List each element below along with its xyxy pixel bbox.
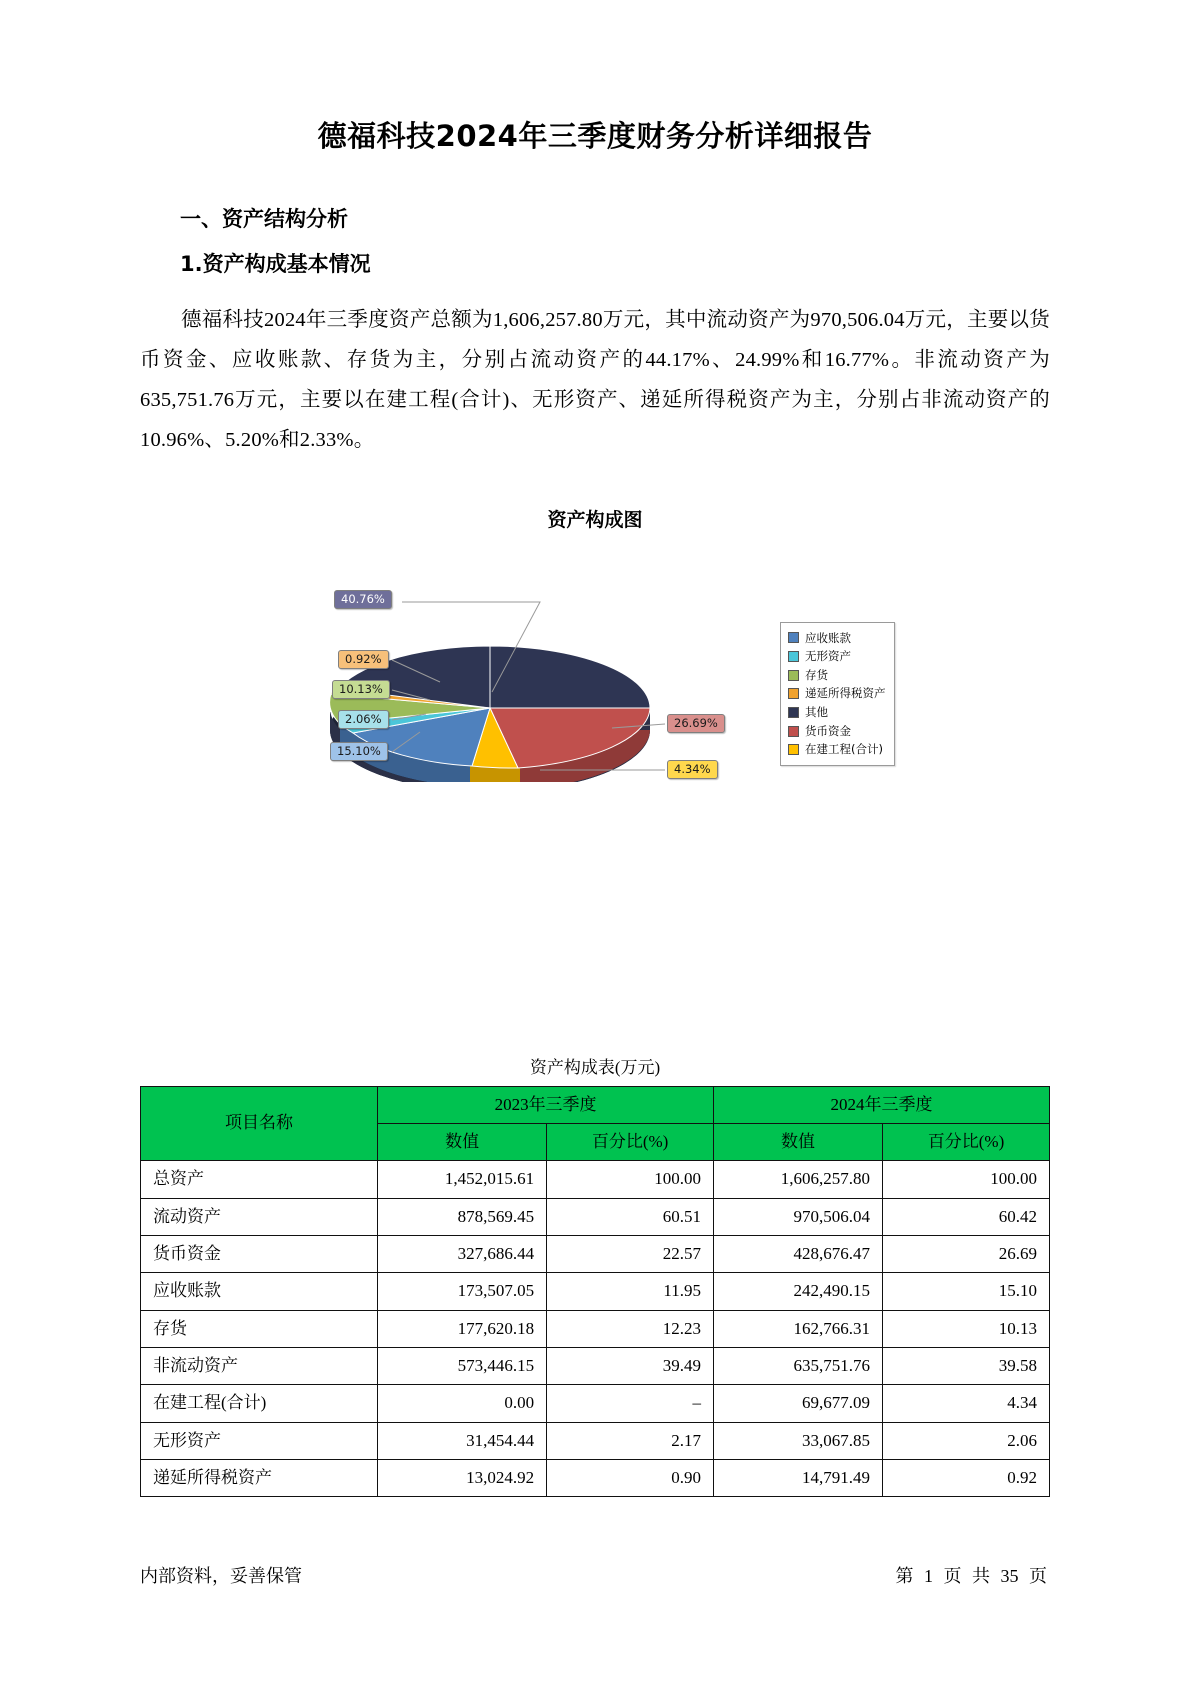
pie-label-accounts-receivable: 15.10%	[330, 742, 388, 762]
header-percent-2024: 百分比(%)	[883, 1123, 1050, 1160]
cell-percent-2024: 26.69	[883, 1235, 1050, 1272]
legend-item	[788, 722, 886, 741]
cell-percent-2023: –	[547, 1385, 714, 1422]
page-title: 德福科技2024年三季度财务分析详细报告	[317, 119, 873, 153]
footer-page-mid: 页	[943, 1566, 962, 1586]
cell-value-2024: 428,676.47	[714, 1235, 883, 1272]
legend-item	[788, 684, 886, 703]
table-header	[141, 1086, 1050, 1161]
cell-value-2024: 635,751.76	[714, 1347, 883, 1384]
legend-swatch-icon	[788, 726, 799, 737]
cell-item-name: 无形资产	[141, 1422, 378, 1459]
table-row	[141, 1235, 1050, 1272]
legend-swatch-icon	[788, 688, 799, 699]
cell-percent-2024: 15.10	[883, 1273, 1050, 1310]
legend-swatch-icon	[788, 707, 799, 718]
cell-item-name: 流动资产	[141, 1198, 378, 1235]
pie-label-other: 40.76%	[334, 590, 392, 610]
cell-value-2023: 177,620.18	[378, 1310, 547, 1347]
cell-percent-2024: 100.00	[883, 1161, 1050, 1198]
cell-percent-2023: 22.57	[547, 1235, 714, 1272]
cell-value-2024: 242,490.15	[714, 1273, 883, 1310]
legend-label: 无形资产	[805, 649, 851, 664]
header-period-2024: 2024年三季度	[714, 1086, 1050, 1123]
footer-page-prefix: 第	[895, 1566, 914, 1586]
cell-percent-2024: 0.92	[883, 1460, 1050, 1497]
asset-composition-chart	[140, 505, 1050, 835]
table-row	[141, 1198, 1050, 1235]
cell-value-2024: 1,606,257.80	[714, 1161, 883, 1198]
footer-note: 内部资料，妥善保管	[140, 1566, 302, 1586]
cell-value-2023: 573,446.15	[378, 1347, 547, 1384]
cell-percent-2023: 11.95	[547, 1273, 714, 1310]
analysis-paragraph: 德福科技2024年三季度资产总额为1,606,257.80万元，其中流动资产为970,506.04万元，主要以货币资金、应收账款、存货为主，分别占流动资产的44.17%、24.99%和16.77%。非流动资产为635,751.76万元，主要以在建工程(合计)、无形资产、递延所得税资产为主，分别占非流动资产的10.96%、5.20%和2.33%。	[140, 308, 1050, 451]
header-period-2023: 2023年三季度	[378, 1086, 714, 1123]
cell-percent-2023: 0.90	[547, 1460, 714, 1497]
legend-item	[788, 629, 886, 648]
pie-label-intangible-assets: 2.06%	[338, 710, 389, 730]
table-row	[141, 1347, 1050, 1384]
table-row	[141, 1273, 1050, 1310]
cell-value-2024: 970,506.04	[714, 1198, 883, 1235]
asset-composition-table	[140, 1086, 1050, 1498]
table-row	[141, 1310, 1050, 1347]
header-value-2023: 数值	[378, 1123, 547, 1160]
header-percent-2023: 百分比(%)	[547, 1123, 714, 1160]
cell-item-name: 货币资金	[141, 1235, 378, 1272]
cell-percent-2023: 100.00	[547, 1161, 714, 1198]
cell-value-2023: 173,507.05	[378, 1273, 547, 1310]
section-heading: 一、资产结构分析	[180, 206, 348, 231]
legend-item	[788, 647, 886, 666]
subsection-heading: 1.资产构成基本情况	[180, 252, 371, 277]
page-footer	[140, 1562, 1050, 1588]
cell-item-name: 总资产	[141, 1161, 378, 1198]
cell-percent-2024: 39.58	[883, 1347, 1050, 1384]
table-row	[141, 1385, 1050, 1422]
cell-value-2024: 69,677.09	[714, 1385, 883, 1422]
cell-percent-2023: 39.49	[547, 1347, 714, 1384]
cell-item-name: 递延所得税资产	[141, 1460, 378, 1497]
pie-label-construction-in-progress: 4.34%	[667, 760, 718, 780]
table-row	[141, 1460, 1050, 1497]
pie-label-inventory: 10.13%	[332, 680, 390, 700]
cell-item-name: 存货	[141, 1310, 378, 1347]
cell-percent-2024: 4.34	[883, 1385, 1050, 1422]
cell-percent-2023: 2.17	[547, 1422, 714, 1459]
legend-label: 存货	[805, 667, 828, 682]
cell-percent-2024: 60.42	[883, 1198, 1050, 1235]
table-row	[141, 1422, 1050, 1459]
cell-item-name: 在建工程(合计)	[141, 1385, 378, 1422]
cell-value-2023: 1,452,015.61	[378, 1161, 547, 1198]
cell-value-2023: 31,454.44	[378, 1422, 547, 1459]
legend-item	[788, 740, 886, 759]
legend-label: 其他	[805, 705, 828, 720]
cell-value-2023: 0.00	[378, 1385, 547, 1422]
legend-swatch-icon	[788, 670, 799, 681]
table-body	[141, 1161, 1050, 1497]
page-content	[140, 118, 1050, 1497]
cell-value-2023: 327,686.44	[378, 1235, 547, 1272]
cell-item-name: 应收账款	[141, 1273, 378, 1310]
cell-item-name: 非流动资产	[141, 1347, 378, 1384]
footer-total-pages: 35	[1000, 1566, 1019, 1586]
footer-pagination	[893, 1562, 1051, 1588]
header-value-2024: 数值	[714, 1123, 883, 1160]
table-row	[141, 1161, 1050, 1198]
cell-value-2024: 33,067.85	[714, 1422, 883, 1459]
legend-item	[788, 703, 886, 722]
cell-percent-2024: 2.06	[883, 1422, 1050, 1459]
legend-swatch-icon	[788, 632, 799, 643]
pie-label-cash: 26.69%	[667, 714, 725, 734]
cell-percent-2023: 12.23	[547, 1310, 714, 1347]
legend-label: 递延所得税资产	[805, 686, 886, 701]
cell-value-2023: 878,569.45	[378, 1198, 547, 1235]
legend-label: 在建工程(合计)	[805, 742, 883, 757]
cell-value-2024: 14,791.49	[714, 1460, 883, 1497]
footer-page-suffix: 页	[1029, 1566, 1047, 1586]
pie-chart-graphic	[140, 542, 1050, 822]
legend-label: 应收账款	[805, 630, 851, 645]
legend-item	[788, 666, 886, 685]
cell-value-2023: 13,024.92	[378, 1460, 547, 1497]
cell-percent-2024: 10.13	[883, 1310, 1050, 1347]
table-caption: 资产构成表(万元)	[529, 1057, 661, 1077]
chart-title: 资产构成图	[547, 508, 643, 531]
cell-value-2024: 162,766.31	[714, 1310, 883, 1347]
legend-swatch-icon	[788, 651, 799, 662]
header-item-name: 项目名称	[141, 1086, 378, 1161]
footer-total-prefix: 共	[972, 1566, 990, 1586]
legend-label: 货币资金	[805, 723, 851, 738]
cell-percent-2023: 60.51	[547, 1198, 714, 1235]
pie-label-deferred-tax-assets: 0.92%	[338, 650, 389, 670]
chart-legend	[780, 622, 895, 766]
chart-canvas	[140, 542, 1050, 822]
legend-swatch-icon	[788, 744, 799, 755]
footer-page-number: 1	[924, 1566, 933, 1586]
